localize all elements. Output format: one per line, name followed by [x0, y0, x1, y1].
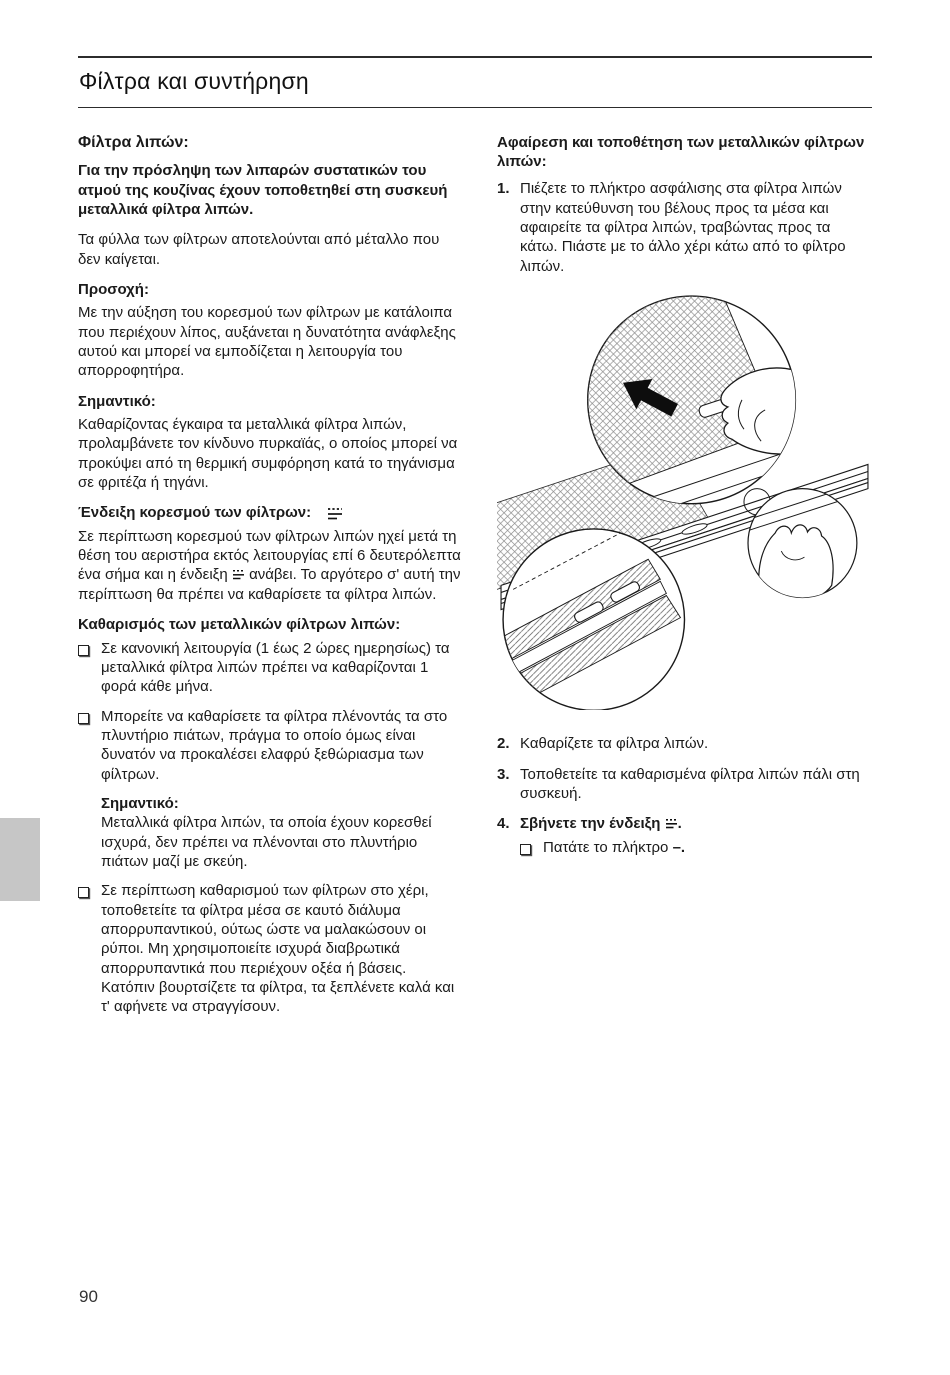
list-item — [78, 881, 463, 1016]
page-header — [78, 56, 872, 108]
indicator-text-before: Σε περίπτωση κορεσμού των φίλτρων λιπών ηχεί μετά τη θέση του αεριστήρα εκτός λειτουργίας επί 6 δευτερόλεπτα ένα σήμα και η ένδειξη — [78, 527, 461, 584]
right-column — [497, 133, 872, 1027]
indicator-text-after: ανάβει. Το αργότερο σ' αυτή την περίπτωση θα πρέπει να καθαρίσετε τα φίλτρα λιπών. — [78, 566, 461, 603]
step-item — [497, 765, 872, 804]
hood-underside-drawing — [497, 287, 872, 710]
caution-paragraph: Με την αύξηση του κορεσμού των φίλτρων με κατάλοιπα που περιέχουν λίπος, αυξάνεται η δυνατότητα ανάφλεξης αυτού και μπορεί να εμποδίζεται η λειτουργία του απορροφητήρα. — [78, 304, 456, 380]
manual-page — [0, 56, 950, 1375]
header-bottom-rule — [78, 107, 872, 108]
step-item — [497, 734, 872, 753]
list-item-text: Σε κανονική λειτουργία (1 έως 2 ώρες ημερησίως) τα μεταλλικά φίλτρα λιπών πρέπει να καθαρίζονται 1 φορά κάθε μήνα. — [101, 639, 450, 696]
saturation-indicator-paragraph — [78, 527, 463, 604]
note-heading: Σημαντικό: — [101, 794, 179, 812]
step-number: 2. — [497, 735, 510, 753]
step-text: Πιέζετε το πλήκτρο ασφάλισης στα φίλτρα λιπών στην κατεύθυνση του βέλους προς τα μέσα και αφαιρείτε τα φίλτρα λιπών, τραβώντας προς τα κάτω. Πιάστε με το άλλο χέρι κάτω από το φίλτρο λιπών. — [520, 180, 846, 275]
sub-list-item — [520, 838, 872, 860]
saturation-indicator-icon — [232, 569, 245, 580]
list-item-text: Σε περίπτωση καθαρισμού των φίλτρων στο χέρι, τοποθετείτε τα φίλτρα μέσα σε καυτό διάλυμα απορρυπαντικού, ούτως ώστε να μαλακώσουν οι ρύποι. Μη χρησιμοποιείτε ισχυρά διαβρωτικά απορρυπαντικά που περιέχουν οξέα ή βάσεις. Κατόπιν βουρτσίζετε τα φίλτρα, τα ξεπλένετε καλά και τ' αφήνετε να στραγγίσουν. — [101, 882, 455, 1016]
removal-heading: Αφαίρεση και τοποθέτηση των μεταλλικών φίλτρων λιπών: — [497, 133, 865, 170]
page-number: 90 — [79, 1287, 98, 1306]
sub-list-item-text: Πατάτε το πλήκτρο –. — [543, 838, 686, 856]
list-item — [78, 639, 463, 697]
step-number: 4. — [497, 815, 510, 833]
page-edge-index-tab — [0, 818, 40, 901]
two-column-body — [78, 133, 872, 1027]
step-number: 3. — [497, 765, 510, 783]
step-text: Καθαρίζετε τα φίλτρα λιπών. — [520, 735, 709, 753]
list-item — [78, 707, 463, 784]
intro-bold-paragraph: Για την πρόσληψη των λιπαρών συστατικών του ατμού της κουζίνας έχουν τοποθετηθεί στη συσκευή μεταλλικά φίλτρα λιπών. — [78, 162, 448, 218]
saturation-indicator-heading — [78, 503, 463, 522]
caution-heading: Προσοχή: — [78, 281, 149, 298]
saturation-indicator-heading-label: Ένδειξη κορεσμού των φίλτρων: — [78, 504, 312, 522]
grease-filters-heading: Φίλτρα λιπών: — [78, 133, 189, 151]
step-item — [497, 814, 872, 833]
square-bullet-icon — [78, 881, 93, 1016]
step-text: Τοποθετείτε τα καθαρισμένα φίλτρα λιπών πάλι στη συσκευή. — [520, 765, 860, 803]
saturation-indicator-icon — [327, 507, 343, 520]
step-text: Σβήνετε την ένδειξη . — [520, 815, 682, 833]
step-suffix: . — [677, 815, 682, 833]
left-column — [78, 133, 463, 1027]
square-bullet-icon — [520, 838, 535, 860]
list-item-text: Μπορείτε να καθαρίσετε τα φίλτρα πλένοντάς τα στο πλυντήριο πιάτων, πράγμα το οποίο όμως είναι δυνατόν να προκαλέσει ελαφρύ ξεθώριασμα των φίλτρων. — [101, 707, 448, 783]
important-heading: Σημαντικό: — [78, 392, 156, 410]
intro-paragraph: Τα φύλλα των φίλτρων αποτελούνται από μέταλλο που δεν καίγεται. — [78, 231, 440, 268]
square-bullet-icon — [78, 639, 93, 697]
note-text: Μεταλλικά φίλτρα λιπών, τα οποία έχουν κορεσθεί ισχυρά, δεν πρέπει να πλένονται στο πλυντήριο πιάτων μαζί με σκεύη. — [101, 814, 432, 870]
saturation-indicator-icon — [665, 818, 678, 829]
important-paragraph: Καθαρίζοντας έγκαιρα τα μεταλλικά φίλτρα λιπών, προλαμβάνετε τον κίνδυνο πυρκαϊάς, ο οποίος μπορεί να προκύψει από τη θερμική συμφόρηση κατά το τηγάνισμα σε φριτέζα ή τηγάνι. — [78, 416, 458, 492]
cleaning-heading: Καθαρισμός των μεταλλικών φίλτρων λιπών: — [78, 616, 401, 634]
step-number: 1. — [497, 180, 510, 198]
minus-key-label: –. — [672, 838, 686, 856]
header-top-rule — [78, 56, 872, 58]
page-title: Φίλτρα και συντήρηση — [79, 68, 309, 94]
step-item — [497, 179, 872, 276]
filter-removal-illustration — [497, 287, 872, 710]
square-bullet-icon — [78, 707, 93, 784]
list-note — [101, 794, 463, 871]
